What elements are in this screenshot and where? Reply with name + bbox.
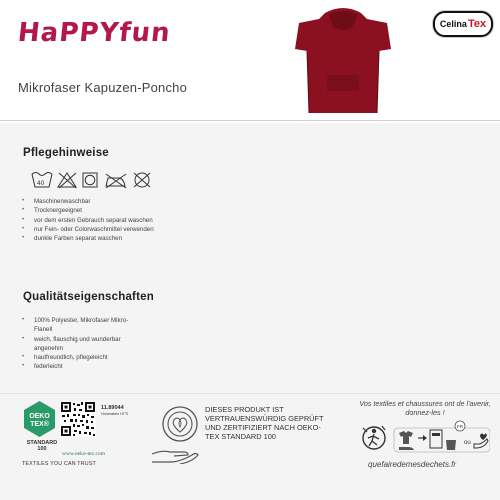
tumble-dry-icon <box>83 173 97 187</box>
list-item: • hautfreundlich, pflegeleicht <box>20 353 184 362</box>
list-item: • weich, flauschig und wunderbar angenehm <box>20 335 149 354</box>
fr-label: FR <box>457 424 463 429</box>
oeko-logo-line1: OEKO <box>29 413 50 420</box>
list-item: • Maschinenwaschbar <box>20 197 184 206</box>
triman-icon <box>363 426 385 449</box>
recycling-pictograms <box>360 420 490 460</box>
list-item: • vor dem ersten Gebrauch separat waschen <box>20 216 162 225</box>
oeko-tagline: TEXTILES YOU CAN TRUST <box>22 461 96 467</box>
header-divider <box>0 120 500 121</box>
no-bleach-icon <box>58 173 76 188</box>
wash-40-icon <box>32 173 52 188</box>
arrow-icon <box>418 435 427 441</box>
oeko-url-link[interactable]: www.oeko-tex.com <box>62 451 106 457</box>
care-instructions-list <box>20 197 204 243</box>
giving-hand-icon <box>474 434 488 449</box>
oeko-standard-number: 100 <box>37 446 47 453</box>
trusted-product-icon <box>150 402 205 464</box>
recycling-url-link[interactable]: quefairedemesdechets.fr <box>368 460 457 469</box>
certification-statement: DIESES PRODUKT IST VERTRAUENSWÜRDIG GEPRÜFT UND ZERTIFIZIERT NACH OEKO-TEX STANDARD 100 <box>205 405 324 441</box>
list-item: • federleicht <box>20 362 184 371</box>
poncho-product-image <box>283 5 403 117</box>
oeko-logo-line2: TEX® <box>30 421 49 428</box>
oeko-certificate-number <box>101 405 131 417</box>
logo-text-tex: Tex <box>467 18 487 30</box>
product-title: Mikrofaser Kapuzen-Poncho <box>18 80 188 95</box>
celinatex-logo <box>433 11 493 37</box>
oeko-tex-logo <box>22 400 57 438</box>
list-item: • Trocknergeeignet <box>20 206 184 215</box>
care-symbols-row <box>30 170 160 190</box>
shoe-icon <box>399 447 414 450</box>
or-label: ou <box>464 440 471 446</box>
wash-temp-label: 40 <box>37 180 45 187</box>
recycling-slogan: Vos textiles et chaussures ont de l'avenir, donnez-les ! <box>359 399 491 417</box>
brand-logo-text: HaPPYfun <box>16 18 173 48</box>
no-iron-icon <box>106 174 126 188</box>
care-section-title: Pflegehinweise <box>23 147 109 159</box>
oeko-code: 11.89044 <box>101 405 124 411</box>
list-item: • 100% Polyester, Mikrofaser Mikro-Flanell <box>20 316 134 335</box>
donation-bin-icon <box>430 430 442 448</box>
logo-text-celina: Celina <box>439 19 467 29</box>
oeko-code-sub: Hohenstein HTTI <box>101 412 129 416</box>
quality-section-title: Qualitätseigenschaften <box>23 291 154 303</box>
bag-icon <box>446 440 456 450</box>
oeko-standard-text: STANDARD <box>26 440 58 446</box>
certification-divider <box>0 393 500 394</box>
oeko-standard-label <box>22 440 62 453</box>
shirt-icon <box>399 431 413 444</box>
no-dry-clean-icon <box>134 173 150 187</box>
list-item: • dunkle Farben separat waschen <box>20 234 184 243</box>
qr-code <box>60 401 96 437</box>
list-item: • nur Fein- oder Colorwaschmittel verwenden <box>20 225 204 234</box>
quality-features-list <box>20 316 184 372</box>
